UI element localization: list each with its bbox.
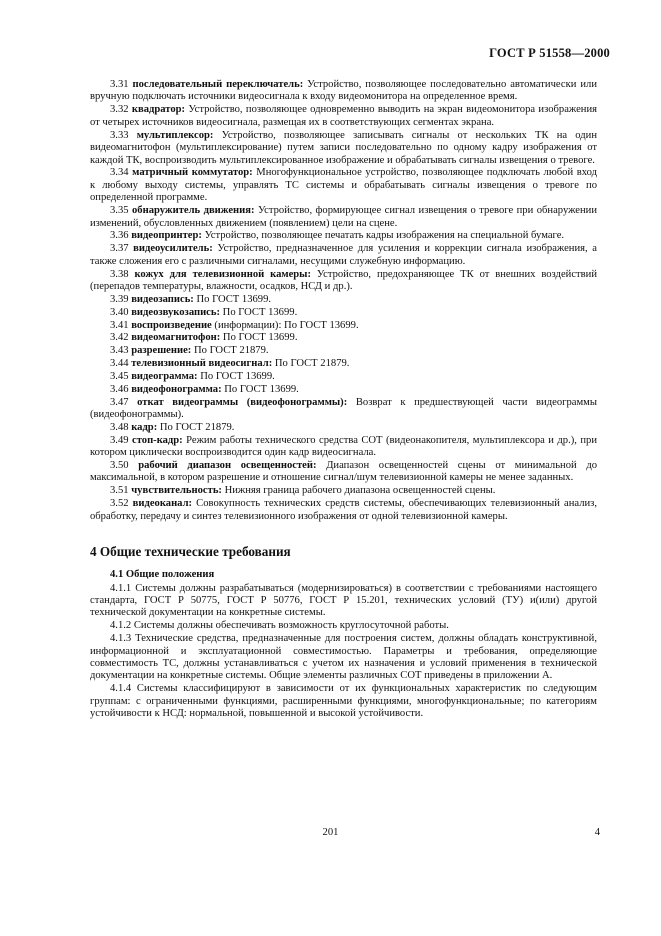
term-entry	[90, 104, 597, 129]
term-number: 3.37	[110, 243, 129, 255]
term-entry	[90, 307, 597, 319]
term-name: видеозвукозапись:	[131, 306, 221, 318]
term-name: видеопринтер:	[131, 230, 202, 242]
term-name: видеограмма:	[131, 370, 198, 382]
term-definition: По ГОСТ 13699.	[221, 383, 299, 395]
term-number: 3.32	[110, 104, 129, 116]
term-definition: По ГОСТ 21879.	[157, 421, 235, 433]
term-name: видеоусилитель:	[133, 243, 213, 255]
term-entry	[90, 397, 597, 422]
term-number: 3.49	[110, 434, 129, 446]
term-number: 3.40	[110, 306, 129, 318]
section-paragraph: 4.1.1 Системы должны разрабатываться (модернизироваться) в соответствии с требованиями настоящего стандарта, ГОСТ Р 50775, ГОСТ Р 50776, ГОСТ Р 15.201, технических условий (ТУ) и(или) другой технической документации на конкретные системы.	[90, 582, 597, 619]
term-name: откат видеограммы (видеофонограммы):	[137, 396, 348, 408]
term-definition: Устройство, позволяющее одновременно выводить на экран видеомонитора изображения от четырех источников видеосигнала, размещая их в соответствующих сегментах экрана.	[90, 104, 597, 128]
term-name: видеозапись:	[131, 293, 194, 305]
page-number: 201	[322, 827, 339, 838]
term-name: чувствительность:	[131, 485, 222, 497]
term-number: 3.50	[110, 460, 129, 472]
term-entry	[90, 422, 597, 434]
term-name: стоп-кадр:	[132, 434, 183, 446]
term-number: 3.39	[110, 293, 129, 305]
document-body	[90, 79, 597, 721]
term-entry	[90, 435, 597, 460]
term-definition: По ГОСТ 13699.	[193, 293, 272, 305]
term-name: последовательный переключатель:	[132, 79, 304, 90]
section-paragraph: 4.1.4 Системы классифицируют в зависимости от их функциональных характеристик по следующим группам: с ограниченными функциями, расширенными функциями, многофункциональные; по категориям устойчивости к НСД: нормальной, повышенной и высокой устойчивости.	[90, 683, 597, 720]
term-name: обнаружитель движения:	[132, 205, 255, 217]
term-number: 3.34	[110, 167, 129, 179]
term-definition: Многофункциональное устройство, позволяющее подключать любой вход к любому выходу системы, управлять ТС системы и обрабатывать сигналы извещения о тревоге по определенной программе.	[90, 167, 598, 204]
term-entry	[90, 243, 597, 268]
term-entry	[90, 345, 597, 357]
term-definition: Устройство, позволяющее последовательно автоматически или вручную подключать источники видеосигнала к входу видеомонитора на определенное время.	[90, 79, 597, 103]
term-entry	[90, 485, 597, 497]
term-definition: Устройство, предохраняющее ТК от внешних воздействий (перепадов температуры, влажности, осадков, НСД и др.).	[90, 268, 597, 292]
term-name: рабочий диапазон освещенностей:	[138, 460, 317, 472]
section-paragraph: 4.1.2 Системы должны обеспечивать возможность круглосуточной работы.	[110, 620, 449, 632]
term-entry	[90, 294, 597, 306]
term-entry	[90, 205, 597, 230]
term-number: 3.51	[110, 485, 129, 497]
term-entry	[90, 130, 597, 167]
term-name: кожух для телевизионной камеры:	[134, 268, 311, 280]
term-number: 3.52	[110, 498, 129, 510]
term-number: 3.41	[110, 319, 129, 331]
term-name: разрешение:	[131, 345, 192, 357]
term-entry	[90, 167, 597, 204]
term-name: видеофонограмма:	[131, 383, 222, 395]
subsection-title: 4.1 Общие положения	[110, 569, 215, 581]
term-definition: По ГОСТ 21879.	[272, 358, 350, 370]
term-definition: Устройство, позволяющее печатать кадры изображения на специальной бумаге.	[201, 230, 565, 242]
section-paragraph: 4.1.3 Технические средства, предназначенные для построения систем, должны обладать конструктивной, информационной и эксплуатационной совместимостью. Параметры и требования, определяющие совместимость ТС, должны устанавливаться с учетом их назначения и условий применения в технической документации на конкретные системы. Общие элементы различных СОТ приведены в приложении А.	[90, 633, 597, 682]
term-definition: Режим работы технического средства СОТ (видеонакопителя, мультиплексора и др.), при котором циклически воспроизводится один кадр видеосигнала.	[90, 434, 597, 459]
term-definition: Нижняя граница рабочего диапазона освещенностей сцены.	[221, 485, 496, 497]
term-name: видеоканал:	[132, 498, 193, 510]
term-number: 3.42	[110, 332, 129, 344]
term-definition: По ГОСТ 21879.	[191, 345, 269, 357]
term-number: 3.38	[110, 268, 129, 280]
term-number: 3.36	[110, 230, 129, 242]
term-number: 3.43	[110, 345, 129, 357]
term-entry	[90, 230, 597, 242]
term-number: 3.44	[110, 358, 129, 370]
term-name: матричный коммутатор:	[132, 167, 253, 179]
term-definition: Совокупность технических средств системы, обеспечивающих телевизионный анализ, обработку, передачу и синтез телевизионного изображения от одной телевизионной камеры.	[90, 498, 597, 522]
term-number: 3.33	[110, 129, 129, 141]
term-name: воспроизведение	[131, 319, 212, 331]
term-number: 3.48	[110, 421, 129, 433]
term-definition: По ГОСТ 13699.	[197, 370, 275, 382]
term-definition: Устройство, позволяющее записывать сигналы от нескольких ТК на один видеомагнитофон (мультиплексирование) путем записи последовательно по одному кадру изображения от каждой ТК, воспроизводить мультиплексированное изображение и обрабатывать сигналы извещения о тревоге.	[90, 129, 597, 166]
section-paragraphs	[90, 583, 597, 721]
term-number: 3.35	[110, 205, 129, 217]
term-entry	[90, 358, 597, 370]
term-number: 3.46	[110, 383, 129, 395]
terms-list	[90, 79, 597, 523]
term-definition: Диапазон освещенностей сцены от минимальной до максимальной, в котором разрешение и отношение сигнал/шум телевизионной камеры не менее заданных.	[90, 460, 598, 484]
term-entry	[90, 460, 597, 485]
term-number: 3.45	[110, 370, 129, 382]
sheet-number: 4	[594, 827, 600, 838]
term-definition: По ГОСТ 13699.	[220, 306, 298, 318]
term-name: мультиплексор:	[136, 129, 214, 141]
term-entry	[90, 79, 597, 104]
document-header: ГОСТ Р 51558—2000	[489, 46, 610, 60]
term-number: 3.47	[110, 396, 129, 408]
term-name: видеомагнитофон:	[131, 332, 221, 344]
term-name: кадр:	[131, 421, 158, 433]
term-entry	[90, 320, 597, 332]
term-number: 3.31	[110, 79, 129, 90]
term-entry	[90, 498, 597, 523]
term-definition: По ГОСТ 13699.	[220, 332, 298, 344]
term-name: телевизионный видеосигнал:	[131, 358, 273, 370]
term-entry	[90, 384, 597, 396]
term-definition: Устройство, предназначенное для усиления и коррекции сигнала изображения, а также сложения его с различными сигналами, несущими служебную информацию.	[90, 243, 597, 267]
term-entry	[90, 269, 597, 294]
term-definition: Устройство, формирующее сигнал извещения о тревоге при обнаружении изменений, обусловленных движением (появлением) цели на сцене.	[90, 205, 597, 229]
term-name: квадратор:	[131, 104, 186, 116]
section-title: 4 Общие технические требования	[90, 544, 291, 560]
term-definition: (информации): По ГОСТ 13699.	[211, 319, 359, 331]
term-entry	[90, 371, 597, 383]
term-entry	[90, 332, 597, 344]
term-definition: Возврат к предшествующей части видеограммы (видеофонограммы).	[90, 396, 597, 421]
